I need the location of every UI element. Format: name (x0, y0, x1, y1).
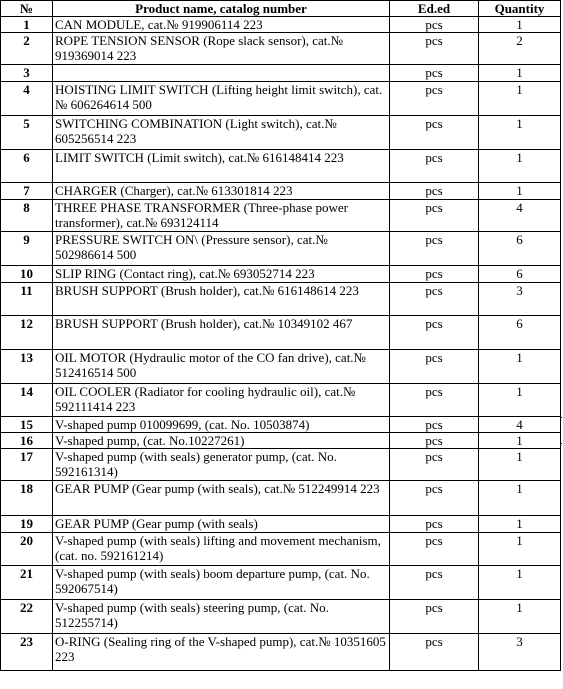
quantity-cell: 6 (479, 266, 561, 283)
row-number: 5 (1, 116, 53, 150)
product-name: V-shaped pump 010099699, (cat. No. 10503874) (53, 417, 390, 433)
quantity-cell: 1 (479, 116, 561, 150)
unit-cell: pcs (390, 350, 479, 384)
quantity-cell: 3 (479, 634, 561, 671)
table-row (1, 634, 561, 671)
table-row (1, 481, 561, 516)
table-row (1, 283, 561, 316)
quantity-cell: 1 (479, 481, 561, 516)
quantity-cell: 1 (479, 433, 561, 449)
table-row (1, 33, 561, 65)
quantity-cell: 4 (479, 200, 561, 232)
row-number: 4 (1, 82, 53, 116)
quantity-cell: 3 (479, 283, 561, 316)
table-header-row (1, 1, 561, 17)
product-name: V-shaped pump (with seals) boom departure pump, (cat. No. 592067514) (53, 566, 390, 600)
quantity-cell: 2 (479, 33, 561, 65)
table-row (1, 82, 561, 116)
unit-cell: pcs (390, 533, 479, 566)
product-name: CAN MODULE, cat.№ 919906114 223 (53, 17, 390, 33)
product-name: PRESSURE SWITCH ON\ (Pressure sensor), cat.№ 502986614 500 (53, 232, 390, 266)
row-number: 17 (1, 449, 53, 481)
row-number: 7 (1, 183, 53, 200)
quantity-cell: 6 (479, 316, 561, 350)
header-quantity: Quantity (479, 1, 561, 17)
row-number: 15 (1, 417, 53, 433)
unit-cell: pcs (390, 600, 479, 634)
product-name: SLIP RING (Contact ring), cat.№ 693052714 223 (53, 266, 390, 283)
quantity-cell: 1 (479, 350, 561, 384)
row-number: 16 (1, 433, 53, 449)
row-number: 1 (1, 17, 53, 33)
header-product-name: Product name, catalog number (53, 1, 390, 17)
table-row (1, 384, 561, 417)
quantity-cell: 1 (479, 449, 561, 481)
margin-tick-mark (560, 417, 562, 418)
quantity-cell: 1 (479, 150, 561, 183)
unit-cell: pcs (390, 634, 479, 671)
quantity-cell: 1 (479, 384, 561, 417)
row-number: 8 (1, 200, 53, 232)
quantity-cell: 1 (479, 600, 561, 634)
table-row (1, 516, 561, 533)
table-row (1, 449, 561, 481)
table-row (1, 17, 561, 33)
table-row (1, 183, 561, 200)
product-name: SWITCHING COMBINATION (Light switch), cat.№ 605256514 223 (53, 116, 390, 150)
row-number: 13 (1, 350, 53, 384)
product-name: HOISTING LIMIT SWITCH (Lifting height limit switch), cat.№ 606264614 500 (53, 82, 390, 116)
header-unit: Ed.ed (390, 1, 479, 17)
row-number: 23 (1, 634, 53, 671)
unit-cell: pcs (390, 316, 479, 350)
product-name: LIMIT SWITCH (Limit switch), cat.№ 616148414 223 (53, 150, 390, 183)
product-name: OIL COOLER (Radiator for cooling hydraulic oil), cat.№ 592111414 223 (53, 384, 390, 417)
product-name: THREE PHASE TRANSFORMER (Three-phase power transformer), cat.№ 693124114 (53, 200, 390, 232)
product-name: ROPE TENSION SENSOR (Rope slack sensor), cat.№ 919369014 223 (53, 33, 390, 65)
unit-cell: pcs (390, 449, 479, 481)
unit-cell: pcs (390, 200, 479, 232)
table-row (1, 116, 561, 150)
product-name: BRUSH SUPPORT (Brush holder), cat.№ 10349102 467 (53, 316, 390, 350)
row-number: 22 (1, 600, 53, 634)
row-number: 12 (1, 316, 53, 350)
table-row (1, 65, 561, 82)
row-number: 11 (1, 283, 53, 316)
product-name: GEAR PUMP (Gear pump (with seals) (53, 516, 390, 533)
quantity-cell: 1 (479, 65, 561, 82)
row-number: 3 (1, 65, 53, 82)
product-name: GEAR PUMP (Gear pump (with seals), cat.№ 512249914 223 (53, 481, 390, 516)
unit-cell: pcs (390, 384, 479, 417)
unit-cell: pcs (390, 82, 479, 116)
product-name (53, 65, 390, 82)
quantity-cell: 1 (479, 82, 561, 116)
row-number: 10 (1, 266, 53, 283)
table-row (1, 200, 561, 232)
quantity-cell: 1 (479, 183, 561, 200)
product-name: V-shaped pump, (cat. No.10227261) (53, 433, 390, 449)
product-name: CHARGER (Charger), cat.№ 613301814 223 (53, 183, 390, 200)
row-number: 21 (1, 566, 53, 600)
product-name: V-shaped pump (with seals) generator pump, (cat. No. 592161314) (53, 449, 390, 481)
unit-cell: pcs (390, 266, 479, 283)
quantity-cell: 1 (479, 566, 561, 600)
table-row (1, 566, 561, 600)
quantity-cell: 4 (479, 417, 561, 433)
unit-cell: pcs (390, 150, 479, 183)
unit-cell: pcs (390, 65, 479, 82)
product-name: O-RING (Sealing ring of the V-shaped pump), cat.№ 10351605 223 (53, 634, 390, 671)
product-name: OIL MOTOR (Hydraulic motor of the CO fan drive), cat.№ 512416514 500 (53, 350, 390, 384)
row-number: 14 (1, 384, 53, 417)
unit-cell: pcs (390, 566, 479, 600)
quantity-cell: 1 (479, 17, 561, 33)
unit-cell: pcs (390, 33, 479, 65)
unit-cell: pcs (390, 481, 479, 516)
product-name: V-shaped pump (with seals) steering pump, (cat. No. 512255714) (53, 600, 390, 634)
table-row (1, 600, 561, 634)
table-row (1, 533, 561, 566)
unit-cell: pcs (390, 116, 479, 150)
table-row (1, 350, 561, 384)
table-row (1, 150, 561, 183)
margin-tick-mark (560, 443, 562, 444)
row-number: 20 (1, 533, 53, 566)
row-number: 19 (1, 516, 53, 533)
row-number: 6 (1, 150, 53, 183)
unit-cell: pcs (390, 433, 479, 449)
table-row (1, 417, 561, 433)
table-row (1, 266, 561, 283)
quantity-cell: 6 (479, 232, 561, 266)
row-number: 18 (1, 481, 53, 516)
unit-cell: pcs (390, 183, 479, 200)
header-number: № (1, 1, 53, 17)
unit-cell: pcs (390, 232, 479, 266)
quantity-cell: 1 (479, 516, 561, 533)
row-number: 2 (1, 33, 53, 65)
product-name: BRUSH SUPPORT (Brush holder), cat.№ 616148614 223 (53, 283, 390, 316)
table-row (1, 316, 561, 350)
unit-cell: pcs (390, 516, 479, 533)
unit-cell: pcs (390, 17, 479, 33)
table-row (1, 433, 561, 449)
quantity-cell: 1 (479, 533, 561, 566)
table-row (1, 232, 561, 266)
row-number: 9 (1, 232, 53, 266)
unit-cell: pcs (390, 283, 479, 316)
product-name: V-shaped pump (with seals) lifting and movement mechanism, (cat. no. 592161214) (53, 533, 390, 566)
unit-cell: pcs (390, 417, 479, 433)
